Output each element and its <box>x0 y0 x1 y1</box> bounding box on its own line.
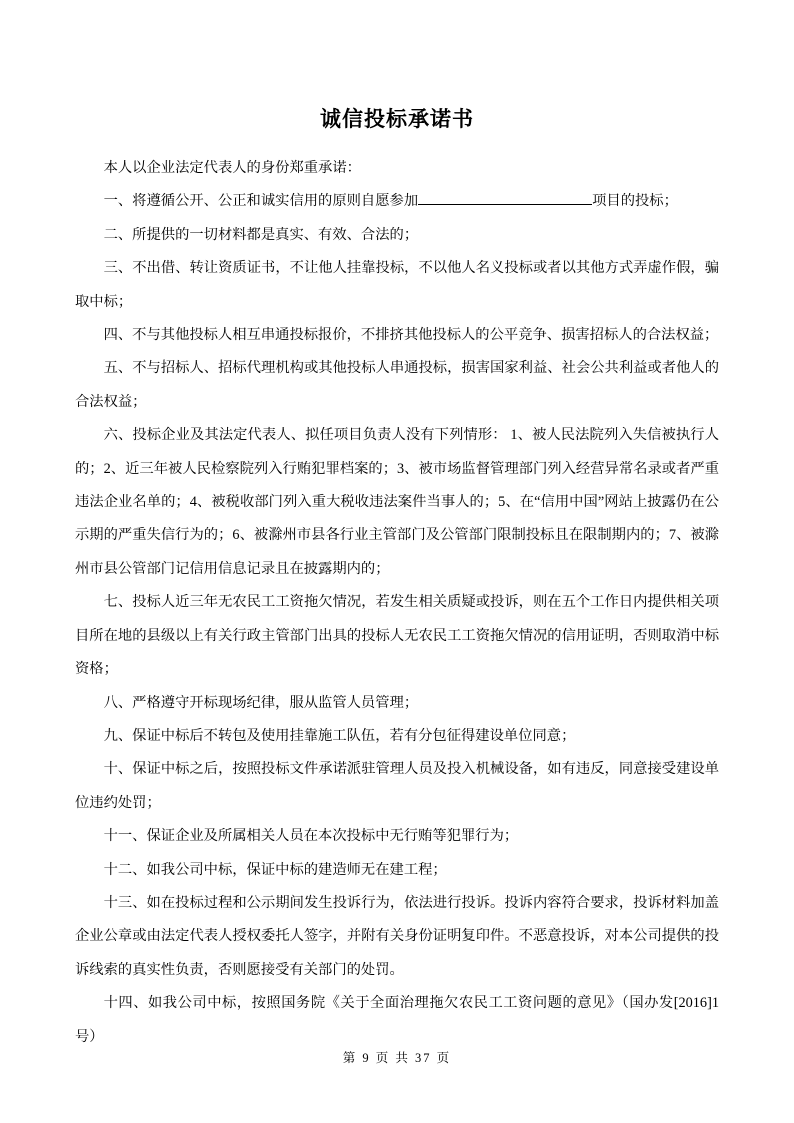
clause-12-paragraph: 十二、如我公司中标，保证中标的建造师无在建工程； <box>103 861 447 878</box>
clause-10-paragraph: 十、保证中标之后，按照投标文件承诺派驻管理人员及投入机械设备，如有违反，同意接受建设单位违约处罚； <box>75 761 719 811</box>
clause-3-paragraph: 三、不出借、转让资质证书，不让他人挂靠投标，不以他人名义投标或者以其他方式弄虚作假，骗取中标； <box>75 260 719 310</box>
page-number-footer: 第 9 页 共 37 页 <box>342 1051 452 1065</box>
fill-in-blank-project-name <box>418 191 592 206</box>
intro-paragraph: 本人以企业法定代表人的身份郑重承诺： <box>103 160 361 176</box>
clause-5-paragraph: 五、不与招标人、招标代理机构或其他投标人串通投标，损害国家利益、社会公共利益或者他人的合法权益； <box>75 360 719 410</box>
clause-1-after-blank: 项目的投标； <box>592 193 678 210</box>
clause-13-paragraph: 十三、如在投标过程和公示期间发生投诉行为，依法进行投诉。投诉内容符合要求，投诉材料加盖企业公章或由法定代表人授权委托人签字，并附有关身份证明复印件。不恶意投诉，对本公司提供的投诉线索的真实性负责，否则愿接受有关部门的处罚。 <box>75 894 719 978</box>
clause-2-paragraph: 二、所提供的一切材料都是真实、有效、合法的； <box>103 226 419 243</box>
clause-9-paragraph: 九、保证中标后不转包及使用挂靠施工队伍，若有分包征得建设单位同意； <box>103 727 576 744</box>
clause-11-paragraph: 十一、保证企业及所属相关人员在本次投标中无行贿等犯罪行为； <box>103 828 519 845</box>
document-title: 诚信投标承诺书 <box>320 108 474 131</box>
clause-4-paragraph: 四、不与其他投标人相互串通投标报价，不排挤其他投标人的公平竞争、损害招标人的合法权益； <box>103 327 719 344</box>
clause-7-paragraph: 七、投标人近三年无农民工工资拖欠情况，若发生相关质疑或投诉，则在五个工作日内提供相关项目所在地的县级以上有关行政主管部门出具的投标人无农民工工资拖欠情况的信用证明，否则取消中标资格； <box>75 594 719 678</box>
clause-6-paragraph: 六、投标企业及其法定代表人、拟任项目负责人没有下列情形： 1、被人民法院列入失信被执行人的；2、近三年被人民检察院列入行贿犯罪档案的；3、被市场监督管理部门列入经营异常名录或者严重违法企业名单的；4、被税收部门列入重大税收违法案件当事人的；5、在“信用中国”网站上披露仍在公示期的严重失信行为的；6、被滁州市县各行业主管部门及公管部门限制投标且在限制期内的；7、被滁州市县公管部门记信用信息记录且在披露期内的； <box>75 427 719 577</box>
clause-8-paragraph: 八、严格遵守开标现场纪律，服从监管人员管理； <box>103 694 419 711</box>
clause-1-paragraph <box>75 185 719 218</box>
document-body <box>75 152 719 1054</box>
clause-14-paragraph: 十四、如我公司中标，按照国务院《关于全面治理拖欠农民工工资问题的意见》（国办发[2016]1 号） <box>75 995 719 1045</box>
clause-1-before-blank: 一、将遵循公开、公正和诚实信用的原则自愿参加 <box>103 193 419 210</box>
